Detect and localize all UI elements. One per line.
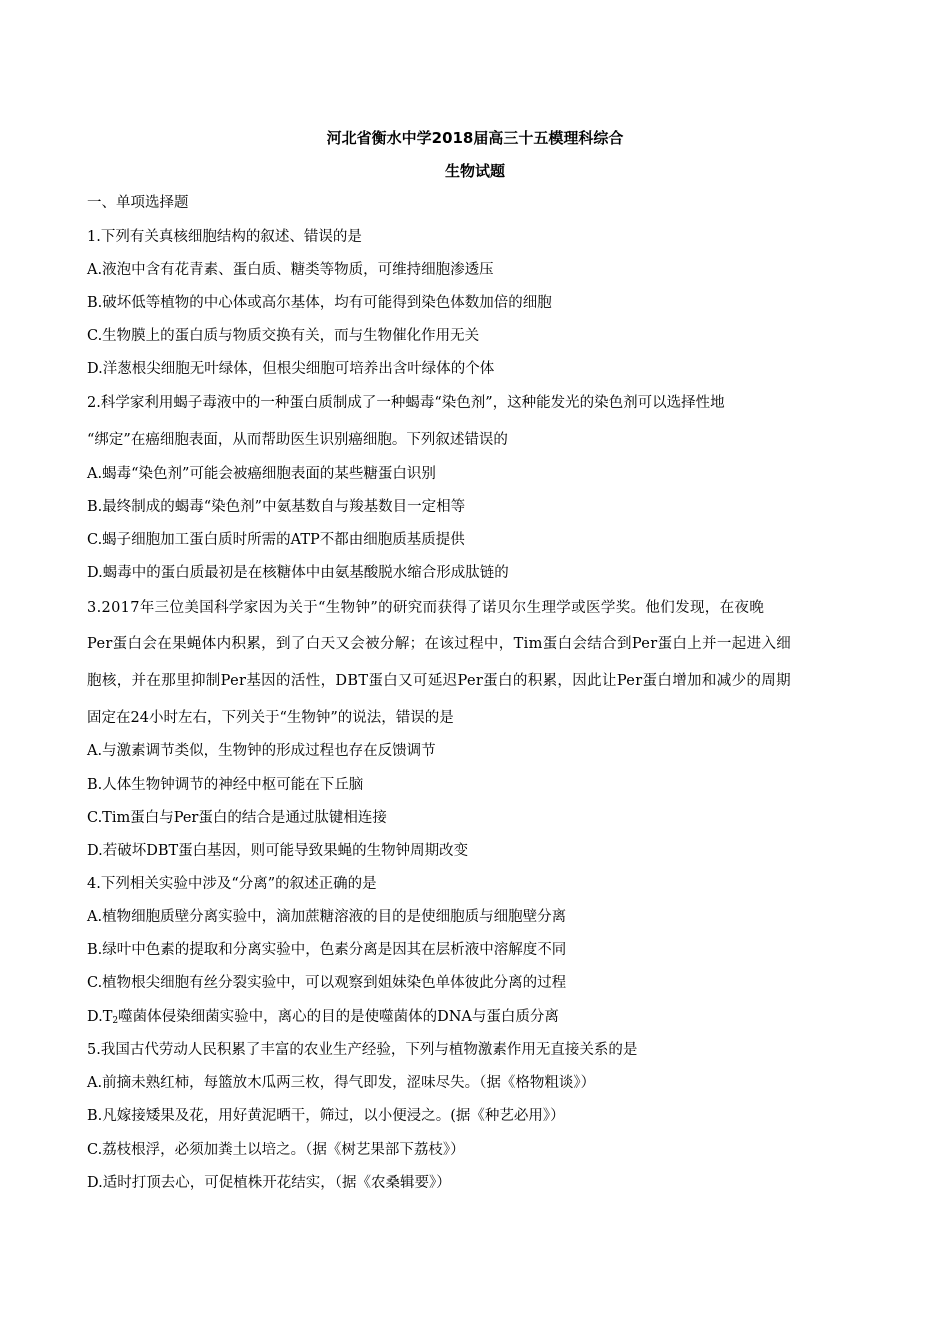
question-2-stem-line-2: “绑定”在癌细胞表面，从而帮助医生识别癌细胞。下列叙述错误的 bbox=[87, 432, 508, 448]
question-3-option-c: C.Tim蛋白与Per蛋白的结合是通过肽键相连接 bbox=[87, 810, 387, 826]
question-4-option-d bbox=[87, 1007, 559, 1031]
question-2-option-d: D.蝎毒中的蛋白质最初是在核糖体中由氨基酸脱水缩合形成肽链的 bbox=[87, 565, 509, 581]
question-5-option-c: C.荔枝根浮，必须加粪土以培之。（据《树艺果部下荔枝》） bbox=[87, 1142, 465, 1158]
question-4-option-d-subscript: 2 bbox=[112, 1016, 119, 1026]
question-4-option-d-text: 噬菌体侵染细菌实验中，离心的目的是使噬菌体的DNA与蛋白质分离 bbox=[118, 1009, 559, 1025]
question-1-option-a: A.液泡中含有花青素、蛋白质、糖类等物质，可维持细胞渗透压 bbox=[87, 262, 494, 278]
page-title: 河北省衡水中学2018届高三十五模理科综合 bbox=[326, 129, 624, 147]
question-4-option-a: A.植物细胞质壁分离实验中，滴加蔗糖溶液的目的是使细胞质与细胞壁分离 bbox=[87, 909, 567, 925]
question-4-option-d-prefix: D.T bbox=[87, 1009, 113, 1025]
question-5-option-a: A.前摘未熟红柿，每篮放木瓜两三枚，得气即发，涩味尽失。（据《格物粗谈》） bbox=[87, 1075, 596, 1091]
question-1-option-b: B.破坏低等植物的中心体或高尔基体，均有可能得到染色体数加倍的细胞 bbox=[87, 295, 552, 311]
question-4-option-b: B.绿叶中色素的提取和分离实验中，色素分离是因其在层析液中溶解度不同 bbox=[87, 942, 567, 958]
question-3-stem-line-4: 固定在24小时左右，下列关于“生物钟”的说法，错误的是 bbox=[87, 710, 454, 726]
question-2-option-b: B.最终制成的蝎毒“染色剂”中氨基数自与羧基数目一定相等 bbox=[87, 499, 466, 515]
question-2-stem-line-1: 2.科学家利用蝎子毒液中的一种蛋白质制成了一种蝎毒“染色剂”，这种能发光的染色剂可以选择性地 bbox=[87, 395, 725, 411]
question-3-stem-line-2: Per蛋白会在果蝇体内积累，到了白天又会被分解；在该过程中，Tim蛋白会结合到Per蛋白上并一起进入细 bbox=[87, 636, 792, 652]
question-3-stem-line-1: 3.2017年三位美国科学家因为关于“生物钟”的研究而获得了诺贝尔生理学或医学奖。他们发现，在夜晚 bbox=[87, 600, 765, 616]
question-2-option-c: C.蝎子细胞加工蛋白质时所需的ATP不都由细胞质基质提供 bbox=[87, 532, 465, 548]
question-1-stem: 1.下列有关真核细胞结构的叙述、错误的是 bbox=[87, 229, 362, 245]
question-3-option-b: B.人体生物钟调节的神经中枢可能在下丘脑 bbox=[87, 777, 364, 793]
question-5-stem: 5.我国古代劳动人民积累了丰富的农业生产经验，下列与植物激素作用无直接关系的是 bbox=[87, 1042, 638, 1058]
question-4-option-c: C.植物根尖细胞有丝分裂实验中，可以观察到姐妹染色单体彼此分离的过程 bbox=[87, 975, 567, 991]
question-5-option-d: D.适时打顶去心，可促植株开花结实，（据《农桑辑要》） bbox=[87, 1175, 451, 1191]
section-heading: 一、单项选择题 bbox=[87, 195, 189, 211]
question-4-stem: 4.下列相关实验中涉及“分离”的叙述正确的是 bbox=[87, 876, 377, 892]
question-2-option-a: A.蝎毒“染色剂”可能会被癌细胞表面的某些糖蛋白识别 bbox=[87, 466, 436, 482]
page-subtitle: 生物试题 bbox=[444, 162, 505, 180]
question-1-option-c: C.生物膜上的蛋白质与物质交换有关，而与生物催化作用无关 bbox=[87, 328, 480, 344]
question-3-stem-line-3: 胞核，并在那里抑制Per基因的活性，DBT蛋白又可延迟Per蛋白的积累，因此让Per蛋白增加和减少的周期 bbox=[87, 673, 792, 689]
question-3-option-a: A.与激素调节类似，生物钟的形成过程也存在反馈调节 bbox=[87, 743, 436, 759]
question-1-option-d: D.洋葱根尖细胞无叶绿体，但根尖细胞可培养出含叶绿体的个体 bbox=[87, 361, 495, 377]
question-3-option-d: D.若破坏DBT蛋白基因，则可能导致果蝇的生物钟周期改变 bbox=[87, 843, 469, 859]
question-5-option-b: B.凡嫁接矮果及花，用好黄泥晒干，筛过，以小便浸之。(据《种艺必用》） bbox=[87, 1108, 565, 1124]
